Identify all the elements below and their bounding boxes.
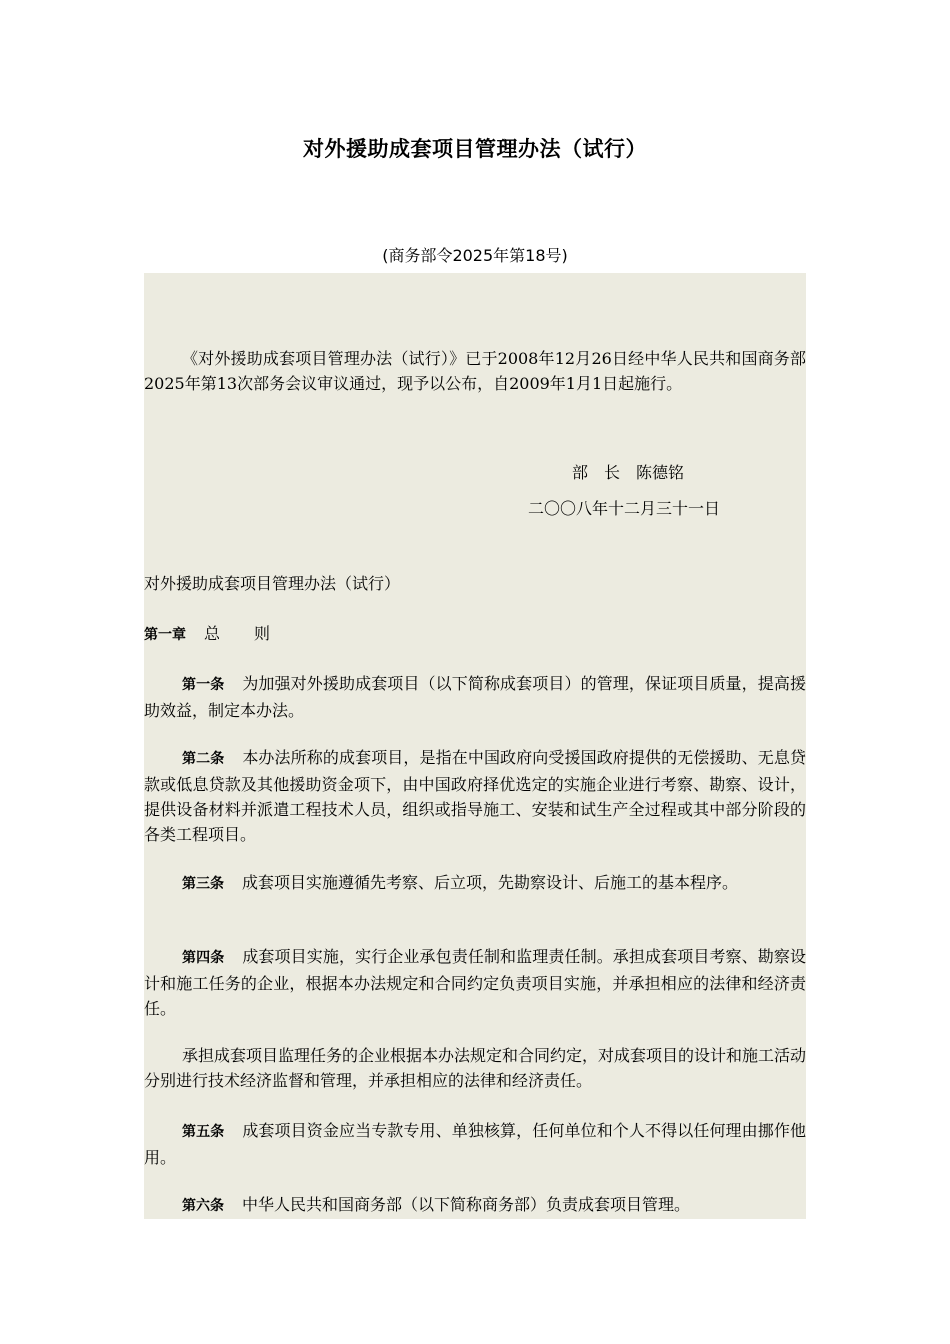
article-text: 成套项目实施遵循先考察、后立项，先勘察设计、后施工的基本程序。	[242, 873, 739, 892]
chapter-number: 第一章	[144, 627, 186, 643]
chapter-heading	[144, 621, 304, 648]
article-text: 为加强对外援助成套项目（以下简称成套项目）的管理，保证项目质量，提高援助效益，制定本办法。	[144, 674, 806, 720]
preamble-paragraph: 《对外援助成套项目管理办法（试行）》已于2008年12月26日经中华人民共和国商务部2025年第13次部务会议审议通过，现予以公布，自2009年1月1日起施行。	[144, 349, 806, 393]
article-4-continued: 承担成套项目监理任务的企业根据本办法规定和合同约定，对成套项目的设计和施工活动分别进行技术经济监督和管理，并承担相应的法律和经济责任。	[144, 1046, 807, 1090]
signer: 部 长 陈德铭	[572, 463, 685, 482]
article-text: 中华人民共和国商务部（以下简称商务部）负责成套项目管理。	[242, 1195, 691, 1214]
article-text: 成套项目资金应当专款专用、单独核算，任何单位和个人不得以任何理由挪作他用。	[144, 1121, 806, 1167]
content-panel	[144, 273, 806, 1219]
article-text: 成套项目实施，实行企业承包责任制和监理责任制。承担成套项目考察、勘察设计和施工任务的企业，根据本办法规定和合同约定负责项目实施，并承担相应的法律和经济责任。	[144, 947, 806, 1018]
article-2	[144, 745, 806, 847]
sign-date: 二〇〇八年十二月三十一日	[528, 499, 721, 518]
document-subtitle: 对外援助成套项目管理办法（试行）	[144, 574, 401, 593]
article-label: 第六条	[182, 1198, 224, 1214]
chapter-name: 总则	[204, 624, 305, 643]
article-4	[144, 944, 806, 1021]
article-6	[144, 1192, 806, 1219]
article-label: 第一条	[182, 677, 225, 693]
article-label: 第五条	[182, 1124, 225, 1140]
article-1	[144, 671, 806, 723]
document-title: 对外援助成套项目管理办法（试行）	[303, 137, 647, 161]
article-label: 第三条	[182, 876, 224, 892]
article-text: 本办法所称的成套项目，是指在中国政府向受援国政府提供的无偿援助、无息贷款或低息贷款及其他援助资金项下，由中国政府择优选定的实施企业进行考察、勘察、设计，提供设备材料并派遣工程技术人员，组织或指导施工、安装和试生产全过程或其中部分阶段的各类工程项目。	[144, 748, 806, 844]
order-number: (商务部令2025年第18号)	[382, 246, 568, 265]
article-5	[144, 1118, 806, 1170]
article-label: 第四条	[182, 950, 225, 966]
article-label: 第二条	[182, 751, 225, 767]
article-3	[144, 870, 806, 897]
